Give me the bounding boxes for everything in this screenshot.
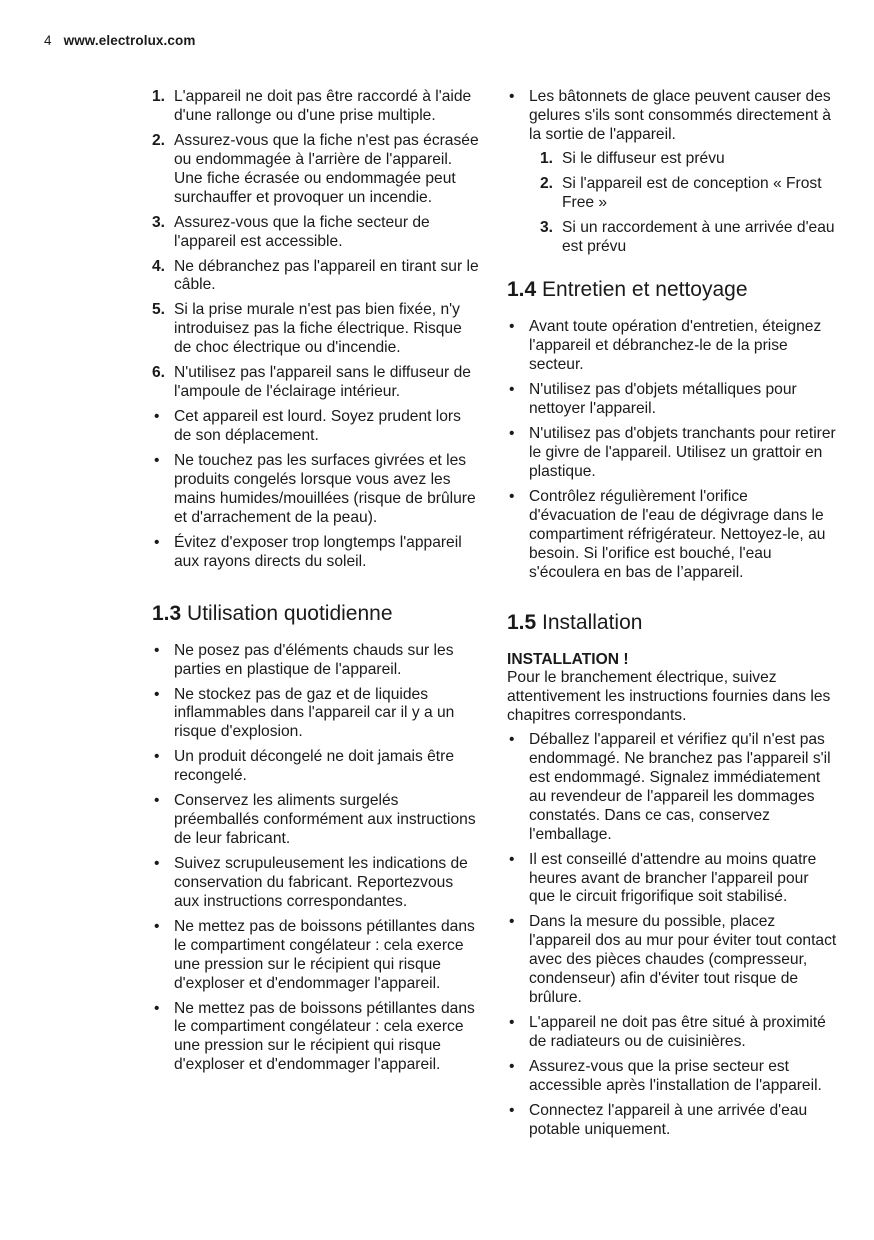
page-number: 4 <box>44 33 52 48</box>
bullet-icon: • <box>509 318 515 336</box>
list-item <box>152 132 482 208</box>
item-number: 3. <box>152 213 166 231</box>
section-heading-1-4 <box>507 278 837 302</box>
list-item <box>507 318 837 375</box>
left-column <box>152 88 482 1081</box>
list-item <box>540 175 837 213</box>
bullet-icon: • <box>509 731 515 749</box>
list-item <box>507 425 837 482</box>
item-text: N'utilisez pas d'objets tranchants pour retirer le givre de l'appareil. Utilisez un grattoir en plastique. <box>529 425 836 480</box>
right-column <box>507 88 837 1146</box>
bullet-icon: • <box>509 381 515 399</box>
list-item <box>507 913 837 1008</box>
list-item <box>507 1102 837 1140</box>
item-number: 4. <box>152 257 166 275</box>
section-number: 1.5 <box>507 610 537 634</box>
item-text: Si l'appareil est de conception « Frost Free » <box>562 174 822 211</box>
item-text: Connectez l'appareil à une arrivée d'eau potable uniquement. <box>529 1101 808 1138</box>
list-item <box>540 219 837 257</box>
list-item <box>507 1014 837 1052</box>
list-item <box>152 452 482 528</box>
bullet-icon: • <box>509 1014 515 1032</box>
bullet-icon: • <box>154 748 160 766</box>
item-text: Évitez d'exposer trop longtemps l'appareil aux rayons directs du soleil. <box>174 533 462 570</box>
bullet-list <box>507 88 837 145</box>
item-text: Un produit décongelé ne doit jamais être recongelé. <box>174 748 454 785</box>
item-text: Si la prise murale n'est pas bien fixée, n'y introduisez pas la fiche électrique. Risque de choc électrique ou d'incendie. <box>174 301 462 357</box>
bullet-icon: • <box>509 850 515 868</box>
item-text: Ne touchez pas les surfaces givrées et les produits congelés lorsque vous avez les mains humides/mouillées (risque de brûlure et d'arrachement de la peau). <box>174 452 476 526</box>
item-number: 3. <box>540 218 554 236</box>
item-text: N'utilisez pas l'appareil sans le diffuseur de l'ampoule de l'éclairage intérieur. <box>174 364 471 401</box>
list-item <box>152 214 482 252</box>
bullet-icon: • <box>509 88 515 105</box>
item-number: 2. <box>540 174 554 192</box>
item-text: Ne posez pas d'éléments chauds sur les parties en plastique de l'appareil. <box>174 641 454 678</box>
bullet-icon: • <box>154 685 160 703</box>
bullet-icon: • <box>154 452 160 470</box>
item-number: 2. <box>152 131 166 149</box>
bullet-icon: • <box>154 533 160 551</box>
item-text: Déballez l'appareil et vérifiez qu'il n'est pas endommagé. Ne branchez pas l'appareil s'il est endommagé. Signalez immédiatement au revendeur de l'appareil les dommages constatés. Dans ce cas, conservez l'emballage. <box>529 731 831 843</box>
warning-title: INSTALLATION ! <box>507 650 629 668</box>
bullet-icon: • <box>154 999 160 1017</box>
bullet-icon: • <box>509 487 515 505</box>
list-item <box>152 1000 482 1076</box>
list-item <box>507 381 837 419</box>
item-text: Ne mettez pas de boissons pétillantes dans le compartiment congélateur : cela exerce une pression sur le récipient qui risque d'exploser et d'endommager l'appareil. <box>174 999 475 1074</box>
bullet-icon: • <box>154 641 160 659</box>
bullet-icon: • <box>154 855 160 873</box>
bullet-list <box>507 318 837 582</box>
bullet-icon: • <box>154 917 160 935</box>
item-text: Ne débranchez pas l'appareil en tirant sur le câble. <box>174 257 479 294</box>
section-number: 1.3 <box>152 601 182 625</box>
section-number: 1.4 <box>507 278 537 302</box>
bullet-list <box>507 731 837 1140</box>
item-number: 5. <box>152 301 166 319</box>
bullet-list <box>152 408 482 571</box>
item-text: Ne stockez pas de gaz et de liquides inflammables dans l'appareil car il y a un risque d'explosion. <box>174 685 455 741</box>
item-number: 1. <box>152 88 166 105</box>
item-text: Si le diffuseur est prévu <box>562 149 725 167</box>
item-text: Les bâtonnets de glace peuvent causer des gelures s'ils sont consommés directement à la sortie de l'appareil. <box>529 88 831 143</box>
list-item <box>152 686 482 743</box>
list-item <box>152 88 482 126</box>
list-item <box>507 1058 837 1096</box>
list-item <box>152 792 482 849</box>
item-text: Assurez-vous que la fiche secteur de l'appareil est accessible. <box>174 213 430 250</box>
list-item <box>152 364 482 402</box>
list-item <box>152 301 482 358</box>
bullet-icon: • <box>509 1058 515 1075</box>
section-title: Installation <box>542 610 643 634</box>
item-text: Suivez scrupuleusement les indications de conservation du fabricant. Reportezvous aux instructions correspondantes. <box>174 855 468 910</box>
list-item <box>507 731 837 844</box>
bullet-list <box>152 642 482 1076</box>
item-text: Contrôlez régulièrement l'orifice d'évacuation de l'eau de dégivrage dans le compartiment réfrigérateur. Nettoyez-le, au besoin. Si l'orifice est bouché, l'eau s'écoulera en bas de l’appareil. <box>529 487 826 581</box>
list-item <box>507 88 837 145</box>
site-url: www.electrolux.com <box>63 33 196 48</box>
numbered-list <box>152 88 482 402</box>
item-text: Dans la mesure du possible, placez l'appareil dos au mur pour éviter tout contact avec des pièces chaudes (compresseur, condenseur) afin d'éviter tout risque de brûlure. <box>529 913 837 1007</box>
item-text: Avant toute opération d'entretien, éteignez l'appareil et débranchez-le de la prise secteur. <box>529 318 822 374</box>
item-text: Ne mettez pas de boissons pétillantes dans le compartiment congélateur : cela exerce une pression sur le récipient qui risque d'exploser et d'endommager l'appareil. <box>174 917 475 992</box>
section-heading-1-5 <box>507 611 837 635</box>
item-text: Si un raccordement à une arrivée d'eau est prévu <box>562 218 835 255</box>
warning-text: Pour le branchement électrique, suivez attentivement les instructions fournies dans les chapitres correspondants. <box>507 669 831 725</box>
list-item <box>152 408 482 446</box>
item-text: Assurez-vous que la prise secteur est accessible après l'installation de l'appareil. <box>529 1058 822 1094</box>
sub-numbered-list <box>540 150 837 257</box>
list-item <box>152 918 482 994</box>
list-item <box>507 851 837 908</box>
bullet-icon: • <box>154 792 160 810</box>
item-text: Il est conseillé d'attendre au moins quatre heures avant de brancher l'appareil pour que le circuit frigorifique soit stabilisé. <box>529 850 817 906</box>
section-title: Entretien et nettoyage <box>542 278 748 302</box>
bullet-icon: • <box>509 913 515 931</box>
bullet-icon: • <box>509 425 515 443</box>
item-text: L'appareil ne doit pas être situé à proximité de radiateurs ou de cuisinières. <box>529 1014 826 1050</box>
page-header <box>44 33 195 48</box>
section-title: Utilisation quotidienne <box>187 601 393 625</box>
item-number: 6. <box>152 364 166 382</box>
bullet-icon: • <box>509 1101 515 1119</box>
item-text: N'utilisez pas d'objets métalliques pour nettoyer l'appareil. <box>529 381 797 418</box>
item-text: L'appareil ne doit pas être raccordé à l'aide d'une rallonge ou d'une prise multiple. <box>174 88 472 124</box>
list-item <box>152 258 482 296</box>
list-item <box>152 642 482 680</box>
list-item <box>540 150 837 169</box>
bullet-icon: • <box>154 408 160 426</box>
item-number: 1. <box>540 149 554 167</box>
section-heading-1-3 <box>152 602 482 626</box>
list-item <box>152 534 482 572</box>
item-text: Conservez les aliments surgelés préemballés conformément aux instructions de leur fabricant. <box>174 792 476 848</box>
list-item <box>507 488 837 583</box>
item-text: Assurez-vous que la fiche n'est pas écrasée ou endommagée à l'arrière de l'appareil. Une fiche écrasée ou endommagée peut surchauffer et provoquer un incendie. <box>174 131 479 206</box>
item-text: Cet appareil est lourd. Soyez prudent lors de son déplacement. <box>174 408 461 445</box>
list-item <box>152 748 482 786</box>
list-item <box>152 855 482 912</box>
